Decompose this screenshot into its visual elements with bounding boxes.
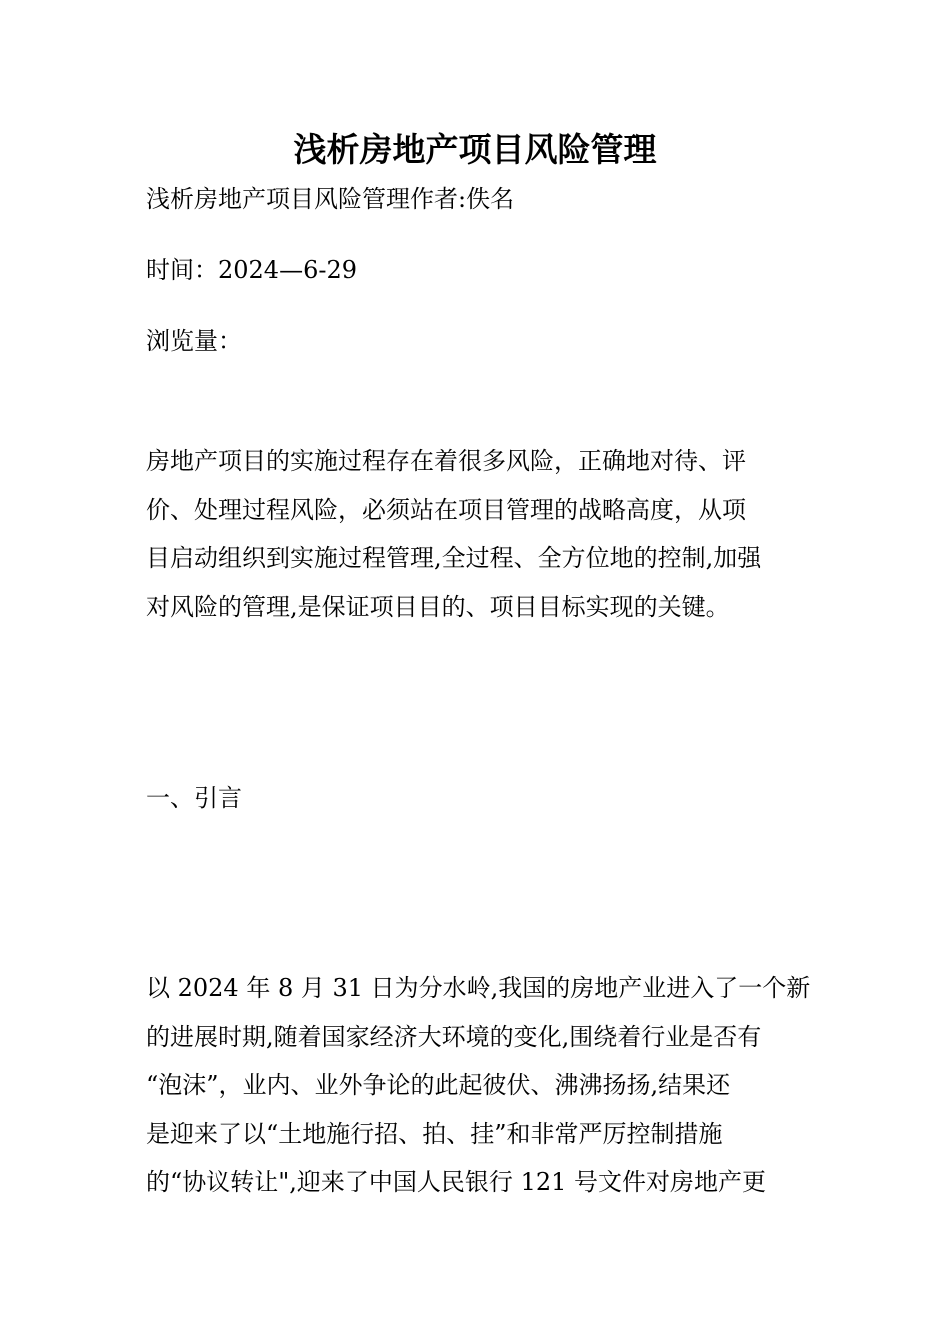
intro-line: 是迎来了以“土地施行招、拍、挂”和非常严厉控制措施: [146, 1119, 723, 1148]
intro-line: 以 2024 年 8 月 31 日为分水岭,我国的房地产业进入了一个新: [146, 974, 811, 1002]
author-line: 浅析房地产项目风险管理作者:佚名: [146, 185, 515, 213]
intro-paragraph: [146, 964, 816, 1207]
views-line: 浏览量：: [146, 327, 242, 355]
intro-line: 的进展时期,随着国家经济大环境的变化,围绕着行业是否有: [146, 1022, 762, 1051]
abstract-line: 房地产项目的实施过程存在着很多风险，正确地对待、评: [146, 447, 746, 475]
section-heading: 一、引言: [146, 784, 242, 812]
document-title: 浅析房地产项目风险管理: [293, 130, 657, 169]
intro-line: “泡沫”，业内、业外争论的此起彼伏、沸沸扬扬,结果还: [146, 1071, 731, 1100]
abstract-line: 对风险的管理,是保证项目目的、项目目标实现的关键。: [146, 592, 730, 621]
intro-line: 的“协议转让",迎来了中国人民银行 121 号文件对房地产更: [146, 1168, 767, 1197]
abstract-paragraph: [146, 437, 816, 631]
time-line: 时间：2024—6-29: [146, 256, 357, 284]
abstract-line: 价、处理过程风险，必须站在项目管理的战略高度，从项: [146, 495, 746, 524]
abstract-line: 目启动组织到实施过程管理,全过程、全方位地的控制,加强: [146, 544, 762, 573]
